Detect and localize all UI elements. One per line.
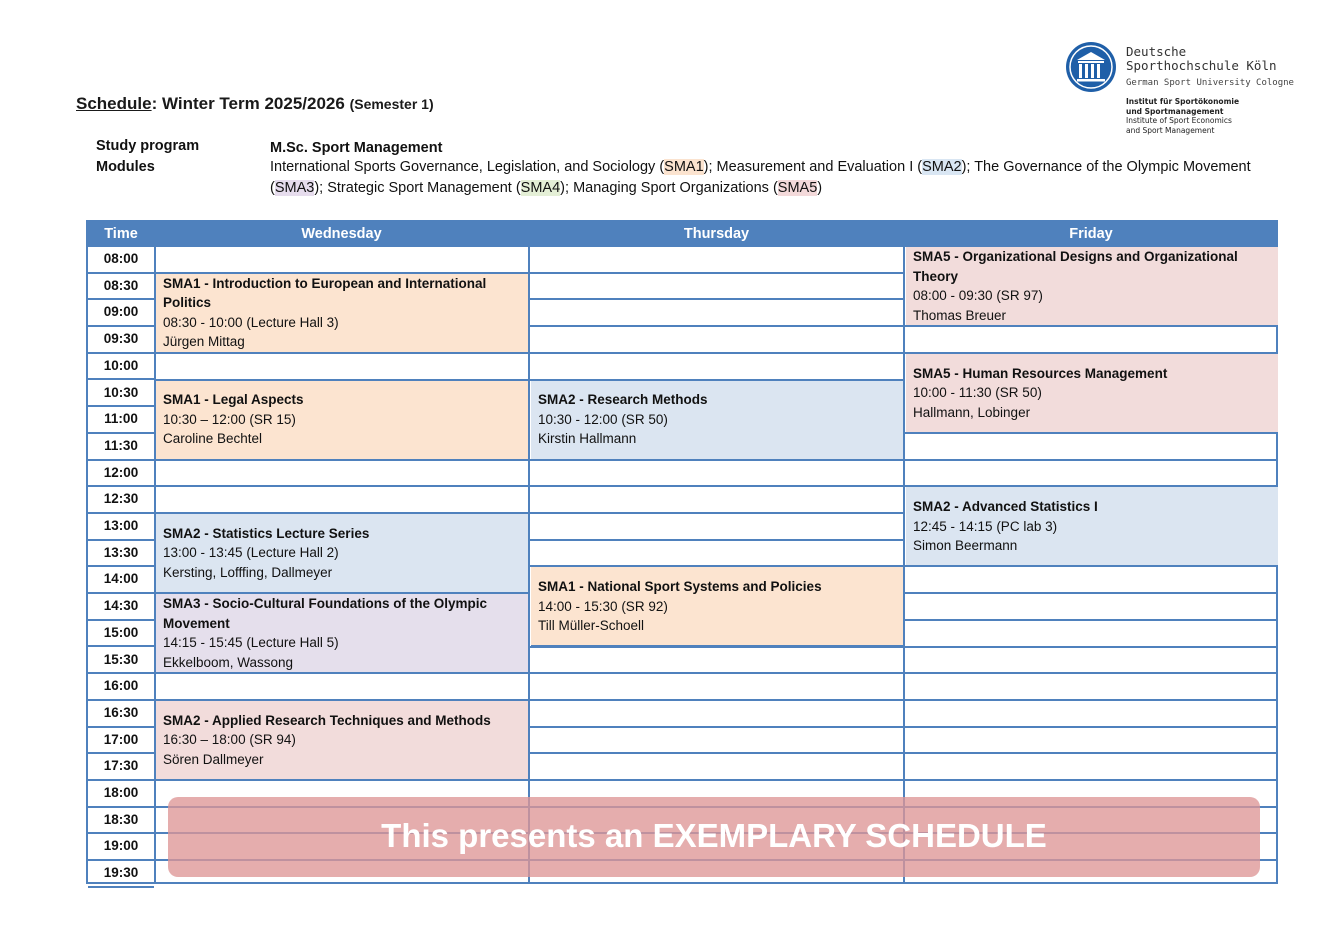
time-slot: 12:30 — [88, 487, 154, 514]
time-slot: 14:00 — [88, 567, 154, 594]
time-slot: 08:00 — [88, 247, 154, 274]
logo-english-name: German Sport University Cologne — [1126, 78, 1294, 88]
time-slot: 10:30 — [88, 381, 154, 408]
header-thursday: Thursday — [529, 222, 904, 247]
schedule-table — [86, 220, 1278, 884]
time-slot: 19:30 — [88, 861, 154, 888]
grid-row-line — [904, 726, 1278, 728]
time-slot: 16:30 — [88, 701, 154, 728]
university-logo — [1064, 40, 1304, 140]
time-slot: 12:00 — [88, 461, 154, 488]
grid-row-line — [529, 539, 904, 541]
time-slot: 17:30 — [88, 754, 154, 781]
time-slot: 09:00 — [88, 300, 154, 327]
course-time: 12:45 - 14:15 (PC lab 3) — [913, 518, 1058, 534]
study-program-label: Study program — [96, 138, 200, 154]
course-lecturer: Thomas Breuer — [913, 307, 1007, 323]
grid-row-line — [529, 726, 904, 728]
time-slot: 08:30 — [88, 274, 154, 301]
grid-row-line — [529, 699, 904, 701]
course-block[interactable] — [156, 514, 529, 594]
course-title: SMA2 - Applied Research Techniques and Methods — [163, 712, 491, 728]
header-friday: Friday — [904, 222, 1278, 247]
course-lecturer: Kersting, Lofffing, Dallmeyer — [163, 564, 333, 580]
course-block[interactable] — [156, 274, 529, 354]
course-lecturer: Jürgen Mittag — [163, 334, 245, 350]
course-time: 16:30 – 18:00 (SR 94) — [163, 732, 296, 748]
course-block[interactable] — [156, 381, 529, 461]
grid-row-line — [904, 752, 1278, 754]
course-time: 14:15 - 15:45 (Lecture Hall 5) — [163, 635, 339, 651]
grid-row-line — [529, 672, 904, 674]
grid-column-line — [154, 247, 156, 882]
grid-column-line — [528, 247, 530, 882]
time-slot: 16:00 — [88, 674, 154, 701]
course-lecturer: Hallmann, Lobinger — [913, 404, 1031, 420]
course-block[interactable] — [906, 354, 1278, 434]
course-title: SMA5 - Human Resources Management — [913, 365, 1168, 381]
course-title: SMA2 - Advanced Statistics I — [913, 499, 1098, 515]
exemplary-banner: This presents an EXEMPLARY SCHEDULE — [168, 797, 1260, 877]
grid-row-line — [529, 325, 904, 327]
university-emblem-icon — [1064, 40, 1118, 94]
logo-name: Deutsche Sporthochschule Köln — [1126, 44, 1277, 73]
module-name: International Sports Governance, Legislation, and Sociology ( — [270, 159, 665, 175]
grid-row-line — [904, 459, 1278, 461]
time-slot: 15:00 — [88, 621, 154, 648]
course-lecturer: Till Müller-Schoell — [538, 618, 645, 634]
course-lecturer: Sören Dallmeyer — [163, 751, 264, 767]
grid-column-line — [903, 247, 905, 882]
module-name: Strategic Sport Management ( — [327, 180, 521, 196]
course-time: 14:00 - 15:30 (SR 92) — [538, 598, 668, 614]
grid-row-line — [154, 485, 529, 487]
time-slot: 13:00 — [88, 514, 154, 541]
course-title: SMA5 - Organizational Designs and Organizational Theory — [913, 249, 1238, 284]
grid-row-line — [904, 619, 1278, 621]
page-title — [76, 94, 434, 114]
grid-row-line — [904, 592, 1278, 594]
module-name: Measurement and Evaluation I ( — [716, 159, 923, 175]
course-time: 08:00 - 09:30 (SR 97) — [913, 288, 1043, 304]
course-lecturer: Ekkelboom, Wassong — [163, 654, 294, 670]
study-program-value: M.Sc. Sport Management — [270, 140, 443, 156]
course-block[interactable] — [906, 247, 1278, 327]
title-label: Schedule — [76, 94, 152, 113]
grid-row-line — [529, 485, 904, 487]
module-name: Managing Sport Organizations ( — [573, 180, 778, 196]
course-title: SMA2 - Research Methods — [538, 392, 708, 408]
title-term: : Winter Term 2025/2026 — [151, 94, 350, 113]
grid-row-line — [529, 752, 904, 754]
module-code: SMA1 — [664, 159, 704, 175]
course-lecturer: Kirstin Hallmann — [538, 431, 637, 447]
title-semester: (Semester 1) — [349, 96, 434, 112]
grid-row-line — [529, 352, 904, 354]
course-time: 10:30 – 12:00 (SR 15) — [163, 411, 296, 427]
modules-label: Modules — [96, 159, 155, 175]
grid-row-line — [529, 512, 904, 514]
logo-institute: Institut für Sportökonomie und Sportmanagement Institute of Sport Economics and Sport Management — [1126, 97, 1240, 135]
module-code: SMA3 — [274, 180, 315, 196]
modules-list: International Sports Governance, Legislation, and Sociology (SMA1); Measurement and Evaluation I (SMA2); The Governance of the Olympic Movement (SMA3); Strategic Sport Management (SMA4); Managing Sport Organizations (SMA5) — [270, 159, 1251, 196]
course-block[interactable] — [156, 594, 529, 674]
course-title: SMA1 - National Sport Systems and Policies — [538, 579, 822, 595]
course-lecturer: Caroline Bechtel — [163, 431, 263, 447]
time-slot: 11:30 — [88, 434, 154, 461]
course-title: SMA1 - Legal Aspects — [163, 392, 304, 408]
grid-row-line — [529, 298, 904, 300]
time-slot: 10:00 — [88, 354, 154, 381]
module-name: The Governance of the Olympic Movement ( — [270, 159, 1251, 196]
time-slot: 18:00 — [88, 781, 154, 808]
header-time: Time — [88, 222, 154, 247]
time-slot: 15:30 — [88, 648, 154, 675]
grid-row-line — [904, 672, 1278, 674]
course-time: 10:30 - 12:00 (SR 50) — [538, 411, 668, 427]
time-slot: 18:30 — [88, 808, 154, 835]
grid-row-line — [904, 699, 1278, 701]
course-block[interactable] — [156, 701, 529, 781]
time-slot: 13:30 — [88, 541, 154, 568]
course-block[interactable] — [906, 487, 1278, 567]
course-title: SMA3 - Socio-Cultural Foundations of the Olympic Movement — [163, 596, 488, 631]
course-time: 08:30 - 10:00 (Lecture Hall 3) — [163, 314, 339, 330]
module-code: SMA4 — [520, 180, 561, 196]
grid-row-line — [904, 646, 1278, 648]
time-slot: 19:00 — [88, 834, 154, 861]
course-time: 13:00 - 13:45 (Lecture Hall 2) — [163, 545, 339, 561]
time-slot: 14:30 — [88, 594, 154, 621]
time-slot: 11:00 — [88, 407, 154, 434]
grid-row-line — [529, 779, 904, 781]
time-slot: 17:00 — [88, 728, 154, 755]
course-block[interactable] — [531, 381, 904, 461]
course-title: SMA2 - Statistics Lecture Series — [163, 525, 370, 541]
module-code: SMA2 — [922, 159, 962, 175]
time-slot: 09:30 — [88, 327, 154, 354]
course-title: SMA1 - Introduction to European and International Politics — [163, 275, 487, 311]
grid-row-line — [529, 272, 904, 274]
grid-row-line — [904, 779, 1278, 781]
course-lecturer: Simon Beermann — [913, 538, 1018, 554]
header-wednesday: Wednesday — [154, 222, 529, 247]
module-code: SMA5 — [777, 180, 818, 196]
course-time: 10:00 - 11:30 (SR 50) — [913, 385, 1042, 401]
course-block[interactable] — [531, 567, 904, 647]
